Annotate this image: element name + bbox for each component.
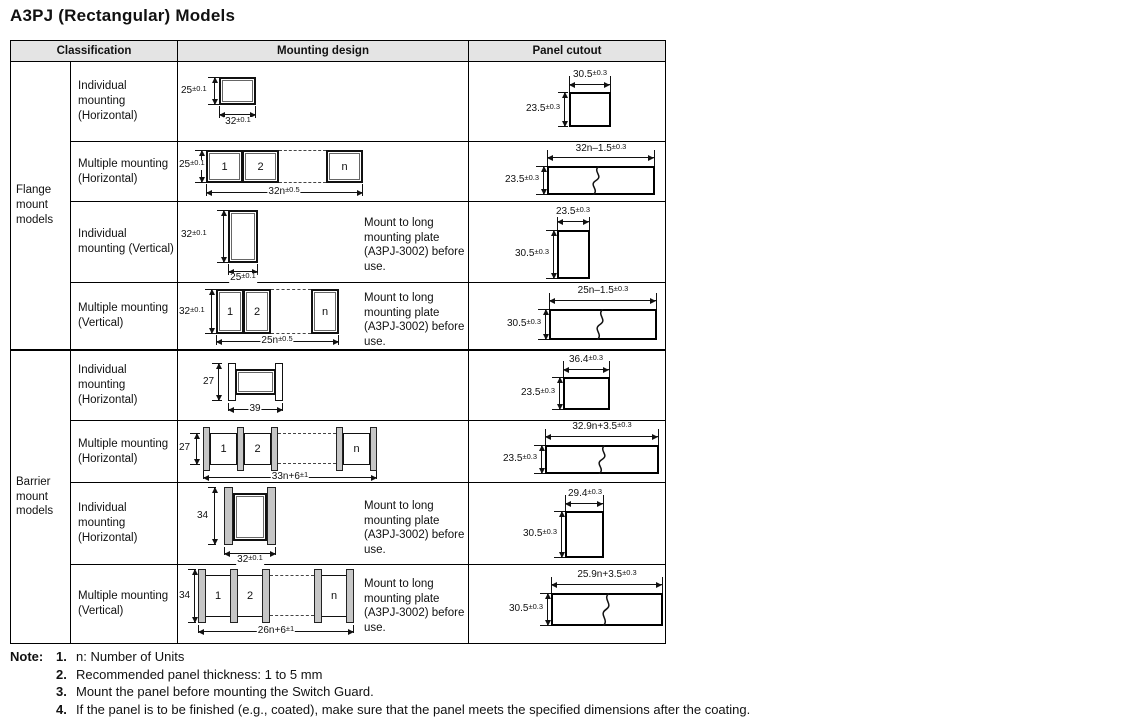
switch-unit-box: [210, 433, 237, 465]
cutout-rect: [557, 230, 590, 279]
note-text: If the panel is to be finished (e.g., coated), make sure that the panel meets the specified dimensions after the coating.: [76, 701, 751, 717]
dimension-line: [196, 433, 197, 465]
dimension-line: [564, 92, 565, 127]
mounting-drawing: [178, 142, 469, 202]
dashed-continuation: [270, 575, 314, 576]
switch-unit-box: [243, 289, 271, 334]
mounting-drawing: [178, 565, 469, 643]
panel-cutout-drawing: [469, 351, 665, 421]
switch-box: [235, 369, 276, 395]
dimension-line: [547, 157, 654, 158]
break-wave-icon: [595, 445, 609, 474]
unit-number: n: [321, 305, 329, 318]
unit-number: n: [353, 443, 360, 455]
dim-tick: [609, 361, 610, 377]
dim-label: $30.5^{\pm 0.3}$: [508, 601, 543, 614]
row-type-label: Multiple mounting (Horizontal): [71, 142, 178, 202]
row-type-label: Multiple mounting (Vertical): [71, 565, 178, 643]
barrier-bar: [262, 569, 270, 623]
dimension-line: [563, 369, 609, 370]
note-number: 4.: [56, 701, 67, 717]
switch-unit-box: [321, 575, 347, 617]
barrier-bar: [267, 487, 276, 545]
dim-label: $30.5^{\pm 0.3}$: [572, 67, 608, 80]
mounting-note: Mount to long mounting plate (A3PJ-3002) before use.: [364, 292, 465, 349]
unit-number: 2: [253, 305, 261, 318]
dashed-continuation: [278, 433, 336, 434]
flange-bar: [275, 363, 283, 401]
note-text: Mount the panel before mounting the Switch Guard.: [76, 684, 374, 700]
mounting-note: Mount to long mounting plate (A3PJ-3002) before use.: [364, 578, 465, 635]
dimension-line: [545, 436, 658, 437]
dimension-line: [561, 511, 562, 558]
header-classification: Classification: [11, 41, 178, 62]
switch-box: [219, 77, 256, 105]
panel-cutout-drawing: [469, 421, 665, 483]
dim-label: $30.5^{\pm 0.3}$: [514, 246, 549, 259]
note-number: 1.: [56, 649, 67, 664]
barrier-bar: [271, 427, 278, 471]
row-type-label: Individual mounting (Horizontal): [71, 483, 178, 565]
cutout-rect: [569, 92, 611, 127]
mounting-note: Mount to long mounting plate (A3PJ-3002) before use.: [364, 217, 465, 274]
row-type-label: Individual mounting (Horizontal): [71, 351, 178, 421]
barrier-bar: [237, 427, 244, 471]
dim-label: $23.5^{\pm 0.3}$: [502, 451, 537, 464]
unit-number: 2: [246, 590, 254, 602]
dashed-continuation: [270, 615, 314, 616]
panel-cutout-drawing: [469, 565, 665, 643]
barrier-bar: [336, 427, 343, 471]
dimension-line: [549, 300, 656, 301]
dim-tick: [654, 150, 655, 166]
dashed-continuation: [271, 289, 311, 290]
dim-label: 27: [179, 442, 191, 453]
switch-unit-box: [205, 575, 231, 617]
dim-label: $26n+6^{\pm 1}$: [257, 623, 295, 636]
dashed-continuation: [278, 463, 336, 464]
switch-unit-box: [237, 575, 263, 617]
dim-label: $33n+6^{\pm 1}$: [271, 469, 309, 482]
mounting-drawing: [178, 483, 469, 565]
dim-label: $25^{\pm 0.1}$: [181, 83, 207, 96]
mounting-note: Mount to long mounting plate (A3PJ-3002) before use.: [364, 500, 465, 557]
page-title: A3PJ (Rectangular) Models: [10, 6, 236, 25]
dimension-line: [557, 221, 589, 222]
notes-section: [10, 648, 1125, 718]
cutout-rect: [563, 377, 610, 410]
break-wave-icon: [599, 593, 613, 626]
barrier-bar: [314, 569, 322, 623]
notes-label: Note:: [10, 649, 44, 664]
barrier-bar: [370, 427, 377, 471]
dim-tick: [603, 495, 604, 511]
dimension-line: [569, 84, 610, 85]
switch-box: [233, 493, 267, 541]
barrier-bar: [203, 427, 210, 471]
dim-label: $25.9n+3.5^{\pm 0.3}$: [577, 567, 637, 580]
panel-cutout-drawing: [469, 142, 665, 202]
dim-label: 39: [249, 403, 261, 414]
barrier-bar: [230, 569, 238, 623]
dimension-line: [559, 377, 560, 410]
dimension-line: [545, 309, 546, 340]
dim-label: $25n-1.5^{\pm 0.3}$: [577, 283, 629, 296]
dimension-line: [553, 230, 554, 279]
dim-label: $23.5^{\pm 0.3}$: [504, 172, 539, 185]
unit-number: 1: [214, 590, 222, 602]
panel-cutout-drawing: [469, 62, 665, 142]
unit-number: 1: [220, 443, 227, 455]
break-wave-icon: [589, 166, 603, 195]
row-type-label: Individual mounting (Vertical): [71, 202, 178, 283]
barrier-bar: [224, 487, 233, 545]
dim-label: $30.5^{\pm 0.3}$: [506, 316, 541, 329]
dim-label: $29.4^{\pm 0.3}$: [567, 486, 603, 499]
dim-label: 34: [179, 590, 191, 601]
note-text: Recommended panel thickness: 1 to 5 mm: [76, 666, 323, 682]
dim-label: $32n-1.5^{\pm 0.3}$: [575, 141, 627, 154]
break-wave-icon: [593, 309, 607, 340]
panel-cutout-drawing: [469, 483, 665, 565]
dim-label: $36.4^{\pm 0.3}$: [568, 352, 604, 365]
barrier-bar: [346, 569, 354, 623]
mounting-drawing: [178, 202, 469, 283]
switch-unit-box: [244, 433, 271, 465]
dimension-line: [541, 445, 542, 474]
dimension-line: [547, 593, 548, 626]
mounting-drawing: [178, 351, 469, 421]
note-text: n: Number of Units: [76, 649, 185, 664]
dim-label: $25n^{\pm 0.5}$: [261, 333, 293, 346]
mounting-drawing: [178, 421, 469, 483]
dim-label: $23.5^{\pm 0.3}$: [555, 204, 591, 217]
dashed-continuation: [279, 150, 326, 151]
dim-label: $32^{\pm 0.1}$: [179, 304, 205, 317]
dashed-continuation: [279, 182, 326, 183]
switch-unit-box: [216, 289, 244, 334]
switch-unit-box: [242, 150, 279, 183]
dim-label: 34: [197, 510, 209, 521]
dim-label: $32n^{\pm 0.5}$: [268, 184, 300, 197]
group-flange-mount-models: Flange mount models: [11, 62, 71, 351]
unit-number: n: [341, 160, 348, 173]
unit-number: 1: [226, 305, 234, 318]
header-panel-cutout: Panel cutout: [469, 41, 665, 62]
dim-label: 27: [203, 376, 215, 387]
dimension-line: [565, 503, 603, 504]
unit-number: 2: [254, 443, 261, 455]
dim-label: $23.5^{\pm 0.3}$: [525, 101, 560, 114]
dimension-line: [194, 569, 195, 623]
row-type-label: Multiple mounting (Vertical): [71, 283, 178, 351]
dim-label: $32^{\pm 0.1}$: [225, 114, 251, 127]
dim-tick: [610, 76, 611, 92]
dim-label: $32.9n+3.5^{\pm 0.3}$: [572, 419, 632, 432]
mounting-drawing: [178, 62, 469, 142]
switch-unit-box: [311, 289, 339, 334]
switch-unit-box: [343, 433, 370, 465]
dim-label: $25^{\pm 0.1}$: [179, 157, 205, 170]
group-barrier-mount-models: Barrier mount models: [11, 351, 71, 643]
switch-unit-box: [326, 150, 363, 183]
flange-bar: [228, 363, 236, 401]
unit-number: n: [330, 590, 338, 602]
unit-number: 2: [257, 160, 264, 173]
panel-cutout-drawing: [469, 283, 665, 351]
switch-unit-box: [206, 150, 243, 183]
note-number: 3.: [56, 684, 67, 700]
row-type-label: Individual mounting (Horizontal): [71, 62, 178, 142]
dim-tick: [656, 293, 657, 309]
dim-label: $30.5^{\pm 0.3}$: [522, 526, 557, 539]
dim-label: $23.5^{\pm 0.3}$: [520, 385, 555, 398]
header-mounting-design: Mounting design: [178, 41, 469, 62]
dim-label: $32^{\pm 0.1}$: [237, 552, 263, 565]
unit-number: 1: [221, 160, 228, 173]
dimension-line: [218, 363, 219, 401]
note-number: 2.: [56, 666, 67, 682]
barrier-bar: [198, 569, 206, 623]
dimension-line: [223, 210, 224, 263]
dimension-line: [214, 77, 215, 105]
dimension-line: [211, 289, 212, 334]
dimension-line: [543, 166, 544, 195]
dimension-line: [551, 584, 662, 585]
dimension-line: [214, 487, 215, 545]
models-table: [10, 40, 666, 644]
dim-tick: [662, 577, 663, 593]
dim-label: $25^{\pm 0.1}$: [230, 270, 256, 283]
row-type-label: Multiple mounting (Horizontal): [71, 421, 178, 483]
dim-label: $32^{\pm 0.1}$: [181, 227, 207, 240]
cutout-rect: [565, 511, 604, 558]
panel-cutout-drawing: [469, 202, 665, 283]
switch-box: [228, 210, 258, 263]
mounting-drawing: [178, 283, 469, 351]
dim-tick: [658, 429, 659, 445]
